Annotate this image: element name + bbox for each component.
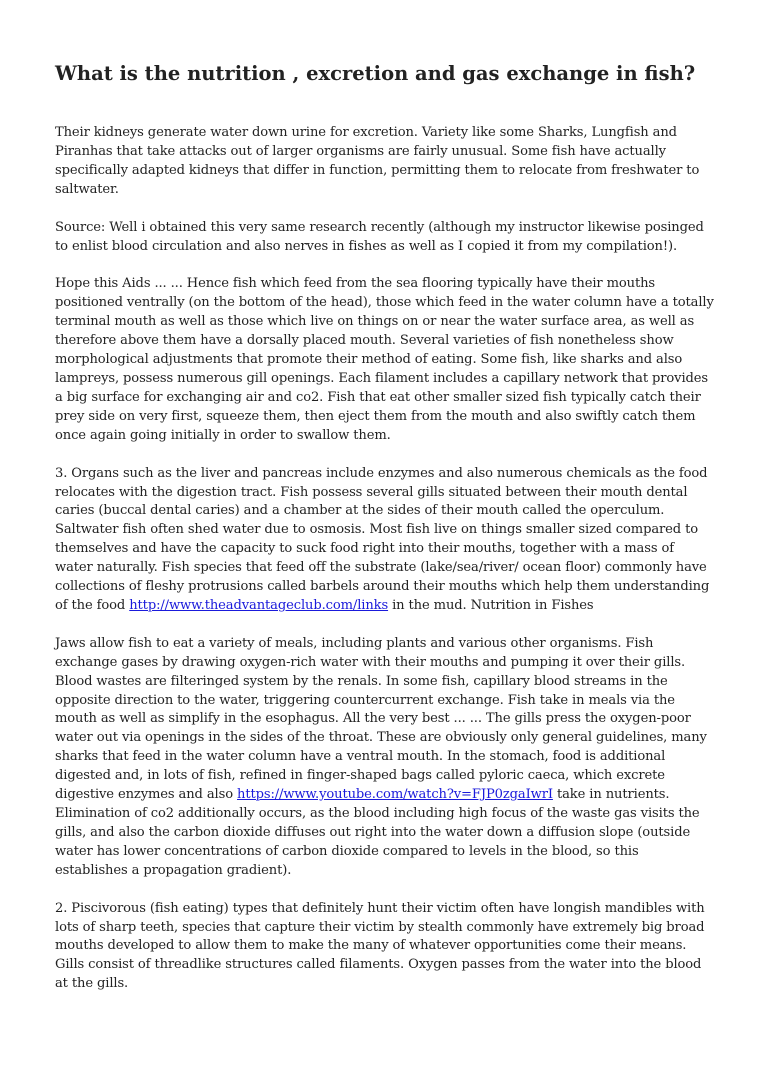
paragraph-organs-text: 3. Organs such as the liver and pancreas include enzymes and also numerous chemicals as the food relocates with the digestion tract. Fish possess several gills situated between their mouth dental caries (buccal dental caries) and a chamber at the sides of their mouth called the operculum. Saltwater fish often shed water due to osmosis. Most fish live on things smaller sized compared to themselves and have the capacity to suck food right into their mouths, together with a mass of water naturally. Fish species that feed off the substrate (lake/sea/river/ ocean floor) commonly have collections of fleshy protrusions called barbels around their mouths which help them understanding of the food: [55, 465, 710, 613]
youtube-link[interactable]: https://www.youtube.com/watch?v=FJP0zgaIwrI: [237, 787, 553, 803]
document-page: [55, 60, 715, 1013]
paragraph-jaws: [55, 635, 715, 881]
paragraph-organs: [55, 465, 715, 616]
paragraph-mouth-position: Hope this Aids ... ... Hence fish which feed from the sea flooring typically have their mouths positioned ventrally (on the bottom of the head), those which feed in the water column have a totally terminal mouth as well as those which live on things on or near the water surface area, as well as therefore above them have a dorsally placed mouth. Several varieties of fish nonetheless show morphological adjustments that promote their method of eating. Some fish, like sharks and also lampreys, possess numerous gill openings. Each filament includes a capillary network that provides a big surface for exchanging air and co2. Fish that eat other smaller sized fish typically catch their prey side on very first, squeeze them, then eject them from the mouth and also swiftly catch them once again going initially in order to swallow them.: [55, 276, 714, 443]
paragraph-jaws-text: Jaws allow fish to eat a variety of meals, including plants and various other organisms. Fish exchange gases by drawing oxygen-rich water with their mouths and pumping it over their gills. Blood wastes are filteringed system by the renals. In some fish, capillary blood streams in the opposite direction to the water, triggering countercurrent exchange. Fish take in meals via the mouth as well as simplify in the esophagus. All the very best ... ... The gills press the oxygen-poor water out via openings in the sides of the throat. These are obviously only general guidelines, many sharks that feed in the water column have a ventral mouth. In the stomach, food is additional digested and, in lots of fish, refined in finger-shaped bags called pyloric caeca, which excrete digestive enzymes and also: [55, 635, 707, 803]
paragraph-source: Source: Well i obtained this very same research recently (although my instructor likewise posinged to enlist blood circulation and also nerves in fishes as well as I copied it from my compilation!).: [55, 219, 704, 254]
advantageclub-link[interactable]: http://www.theadvantageclub.com/links: [129, 597, 389, 613]
page-title: What is the nutrition , excretion and gas exchange in fish?: [55, 62, 696, 85]
paragraph-organs-text-end: in the mud. Nutrition in Fishes: [388, 597, 594, 613]
paragraph-kidneys: Their kidneys generate water down urine for excretion. Variety like some Sharks, Lungfish and Piranhas that take attacks out of larger organisms are fairly unusual. Some fish have actually specifically adapted kidneys that differ in function, permitting them to relocate from freshwater to saltwater.: [55, 125, 700, 197]
paragraph-piscivorous: 2. Piscivorous (fish eating) types that definitely hunt their victim often have longish mandibles with lots of sharp teeth, species that capture their victim by stealth commonly have extremely big broad mouths developed to allow them to make the many of whatever opportunities come their means. Gills consist of threadlike structures called filaments. Oxygen passes from the water into the blood at the gills.: [55, 900, 705, 992]
paragraph-jaws-text-end: take in nutrients. Elimination of co2 additionally occurs, as the blood including high focus of the waste gas visits the gills, and also the carbon dioxide diffuses out right into the water down a diffusion slope (outside water has lower concentrations of carbon dioxide compared to levels in the blood, so this establishes a propagation gradient).: [55, 787, 700, 878]
